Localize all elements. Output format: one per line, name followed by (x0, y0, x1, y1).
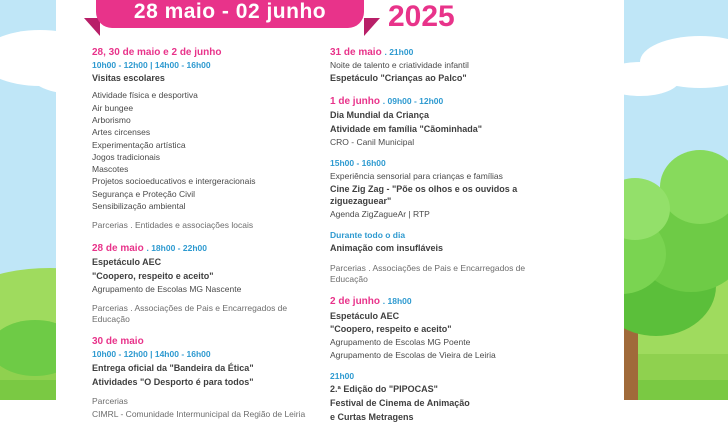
block-title: Entrega oficial da "Bandeira da Ética" (92, 362, 254, 373)
block-title: Espetáculo AEC (330, 310, 400, 321)
block-partners: Parcerias . Entidades e associações locais (92, 220, 254, 231)
block-subtitle: Atividades "O Desporto é para todos" (92, 376, 254, 387)
activity-list (92, 89, 314, 212)
event-banner (96, 0, 364, 28)
banner-title: 28 maio - 02 junho (133, 0, 327, 23)
block-line1: Dia Mundial da Criança (330, 110, 430, 121)
block-hours: 15h00 - 16h00 (330, 158, 386, 169)
block-partners: Parcerias (92, 396, 128, 407)
list-item: Mascotes (92, 164, 129, 175)
list-item: Experimentação artística (92, 139, 186, 150)
list-item: Arborismo (92, 114, 131, 125)
block-subtitle-2: e Curtas Metragens (330, 411, 414, 422)
list-item: Projetos socioeducativos e intergeracionais (92, 176, 256, 187)
block-hours: 10h00 - 12h00 | 14h00 - 16h00 (92, 349, 211, 360)
program-block-insuflaveis (330, 230, 562, 286)
program-block-pipocas (330, 371, 562, 424)
block-hours: Durante todo o dia (330, 229, 406, 240)
block-line1: Experiência sensorial para crianças e famílias (330, 170, 503, 181)
block-date-text: 31 de maio (330, 47, 382, 58)
program-block-espetaculo-aec-poente (330, 295, 562, 360)
block-line1: Noite de talento e criatividade infantil (330, 60, 469, 71)
program-block-espetaculo-aec-nascente (92, 242, 314, 326)
block-detail: Agrupamento de Escolas MG Nascente (92, 283, 242, 294)
block-title: Espetáculo "Crianças ao Palco" (330, 73, 467, 84)
block-date: 28, 30 de maio e 2 de junho (92, 47, 222, 58)
program-block-cine-zig-zag (330, 158, 562, 219)
block-date (330, 295, 562, 308)
block-hours: 21h00 (330, 370, 355, 381)
block-hours: . 18h00 (382, 296, 412, 307)
program-block-criancas-ao-palco (330, 46, 562, 85)
block-title: Cine Zig Zag - "Põe os olhos e os ouvidos a ziguezaguear" (330, 183, 518, 206)
list-item: Segurança e Proteção Civil (92, 188, 196, 199)
block-detail-2: Agrupamento de Escolas de Vieira de Leiria (330, 349, 496, 360)
list-item: Jogos tradicionais (92, 151, 161, 162)
block-title: 2.ª Edição do "PIPOCAS" (330, 383, 438, 394)
block-partners: Parcerias . Associações de Pais e Encarregados de Educação (92, 302, 288, 324)
block-date-text: 1 de junho (330, 96, 380, 108)
block-partners: Parcerias . Associações de Pais e Encarregados de Educação (330, 262, 526, 285)
block-title: Atividade em família "Cãominhada" (330, 124, 483, 135)
program-block-visitas-escolares (92, 46, 314, 232)
block-hours: . 18h00 - 22h00 (146, 242, 207, 253)
program-block-dia-mundial-da-crianca (330, 95, 562, 148)
list-item: Sensibilização ambiental (92, 201, 186, 212)
block-title: Espetáculo AEC (92, 256, 162, 267)
block-partners-detail: CIMRL - Comunidade Intermunicipal da Região de Leiria (92, 408, 306, 419)
program-block-bandeira-da-etica (92, 335, 314, 420)
list-item: Air bungee (92, 102, 134, 113)
list-item: Atividade física e desportiva (92, 90, 198, 101)
block-hours: . 09h00 - 12h00 (382, 96, 444, 107)
block-date (330, 46, 562, 59)
block-date-text: 2 de junho (330, 296, 380, 308)
block-date (330, 95, 562, 108)
block-detail: CRO - Canil Municipal (330, 137, 415, 148)
event-year: 2025 (388, 0, 455, 33)
block-date-text: 28 de maio (92, 242, 144, 254)
program-left-column (92, 46, 314, 420)
block-hours: 10h00 - 12h00 | 14h00 - 16h00 (92, 60, 211, 71)
block-date: 30 de maio (92, 336, 144, 348)
block-detail: Agrupamento de Escolas MG Poente (330, 337, 471, 348)
block-title: Animação com insufláveis (330, 243, 444, 254)
block-title: Visitas escolares (92, 73, 165, 84)
block-subtitle: "Coopero, respeito e aceito" (92, 270, 214, 281)
block-hours: . 21h00 (384, 47, 414, 57)
block-subtitle: "Coopero, respeito e aceito" (330, 324, 452, 335)
program-right-column (330, 46, 562, 424)
block-detail: Agenda ZigZagueAr | RTP (330, 208, 430, 219)
list-item: Artes circenses (92, 127, 151, 138)
block-subtitle: Festival de Cinema de Animação (330, 397, 470, 408)
block-date (92, 242, 314, 255)
